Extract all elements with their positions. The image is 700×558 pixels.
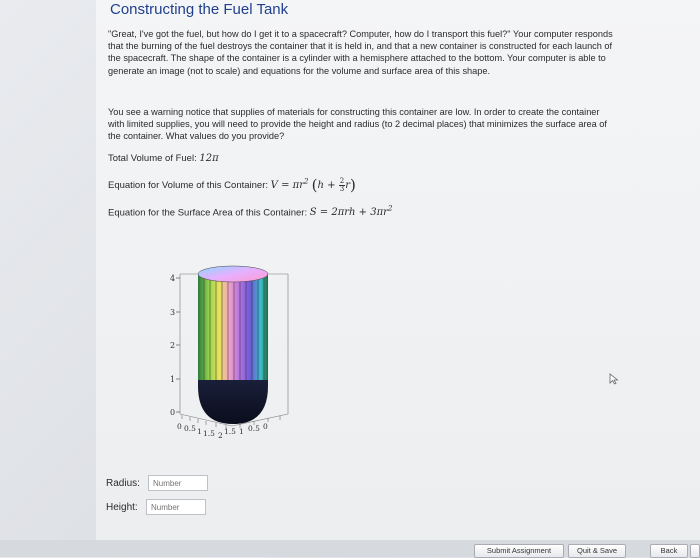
surface-equation: $S = 2\pi rh + 3\pi r^2$	[309, 205, 393, 219]
z-tick-label: 3	[170, 308, 176, 317]
height-label: Height:	[106, 502, 138, 513]
surface-equation-line	[108, 205, 392, 218]
x-tick-label: 1	[239, 427, 244, 436]
task-paragraph: You see a warning notice that supplies of materials for constructing this container are low. In order to create the container with limited supplies, you will need to provide the height and radius (to 2 decimal places) that minimizes the surface area of the container. What values do you provide?	[108, 107, 607, 142]
height-input[interactable]	[146, 499, 206, 515]
next-button-partial[interactable]	[690, 544, 700, 558]
volume-equation-label: Equation for Volume of this Container:	[108, 180, 271, 191]
z-tick-label: 0	[170, 408, 176, 417]
mouse-cursor-icon	[608, 373, 620, 385]
page-title: Constructing the Fuel Tank	[110, 1, 289, 18]
container-figure	[160, 262, 300, 442]
x-tick-label: 1	[197, 427, 202, 436]
total-volume-label: Total Volume of Fuel:	[108, 153, 200, 164]
x-tick-label: 2	[218, 431, 223, 440]
z-tick-label: 4	[170, 274, 176, 283]
volume-equation: $V = \pi r^2$ (h + $\frac{2}{3}$ r)	[270, 176, 356, 194]
surface-equation-label: Equation for the Surface Area of this Container:	[108, 207, 310, 219]
z-tick-label: 2	[170, 341, 176, 350]
x-tick-label: 1.5	[203, 429, 215, 438]
hemisphere-bottom	[198, 380, 268, 424]
quit-save-button[interactable]: Quit & Save	[568, 544, 626, 558]
z-axis-ticks	[176, 278, 180, 412]
z-tick-label: 1	[170, 375, 176, 384]
submit-assignment-button[interactable]: Submit Assignment	[474, 544, 564, 558]
radius-label: Radius:	[106, 478, 140, 489]
x-tick-label: 0.5	[184, 424, 196, 433]
volume-equation-line	[108, 176, 356, 194]
x-tick-label: 1.5	[224, 427, 236, 436]
story-paragraph: "Great, I've got the fuel, but how do I get it to a spacecraft? Computer, how do I transport this fuel?" Your computer responds that the burning of the fuel destroys the container that it is held in, and that a new container is constructed for each launch of the spacecraft. The shape of the container is a cylinder with a hemisphere attached to the bottom. Your computer is able to generate an image (not to scale) and equations for the volume and surface area of this shape.	[108, 29, 613, 76]
radius-input[interactable]	[148, 475, 208, 491]
x-tick-label: 0	[263, 422, 268, 431]
x-tick-label: 0.5	[248, 424, 260, 433]
cylinder-body	[198, 274, 268, 382]
back-button[interactable]: Back	[650, 544, 688, 558]
total-volume-line	[108, 153, 219, 164]
top-cap	[198, 266, 268, 282]
total-volume-value: 12π	[199, 153, 219, 164]
x-tick-label: 0	[177, 422, 182, 431]
